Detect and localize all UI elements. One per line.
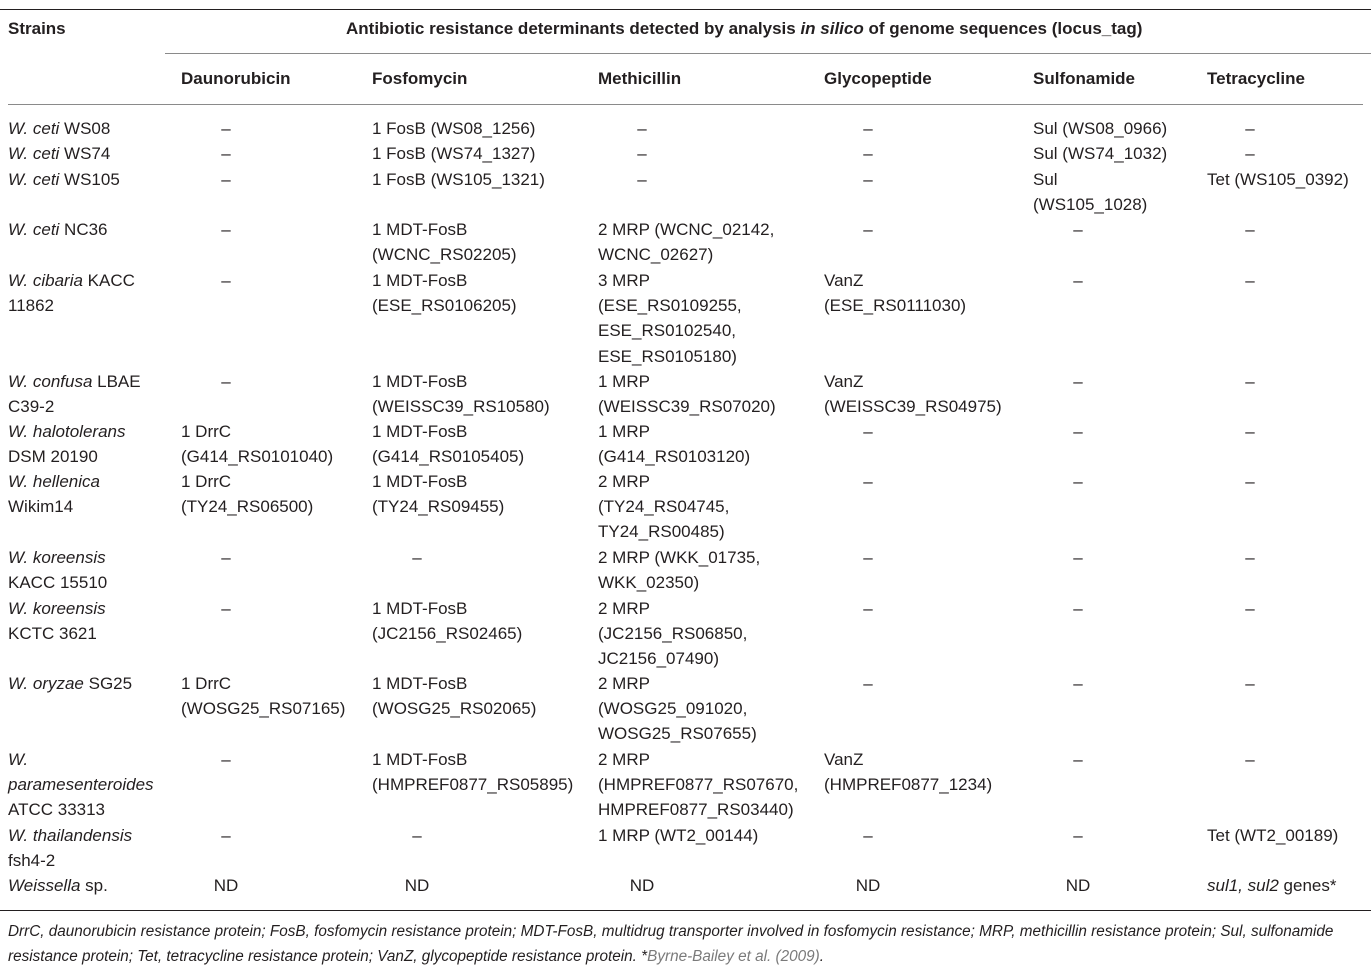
- data-cell: 2 MRP: [598, 599, 650, 618]
- data-cell: (HMPREF0877_RS07670,: [598, 775, 799, 795]
- top-rule: [0, 9, 1371, 10]
- data-cell: Tet (WT2_00189): [1207, 826, 1339, 845]
- data-cell: (HMPREF0877_1234): [824, 775, 993, 795]
- data-cell: –: [637, 119, 647, 138]
- data-cell: (JC2156_RS06850,: [598, 624, 748, 644]
- data-cell: –: [1245, 144, 1255, 163]
- strain-cell: Weissella sp.: [8, 876, 108, 895]
- data-cell: 1 FosB (WS105_1321): [372, 170, 545, 189]
- data-cell: 2 MRP: [598, 674, 650, 693]
- data-cell: –: [863, 119, 873, 138]
- data-cell: ND: [629, 876, 655, 895]
- spanner-rule: [165, 53, 1371, 54]
- data-cell: HMPREF0877_RS03440): [598, 800, 794, 820]
- data-cell: –: [221, 119, 231, 138]
- data-cell: –: [863, 472, 873, 491]
- data-cell: –: [863, 170, 873, 189]
- col-header-daunorubicin: Daunorubicin: [181, 69, 291, 88]
- data-cell: –: [863, 599, 873, 618]
- data-cell: –: [1245, 548, 1255, 567]
- data-cell: –: [863, 422, 873, 441]
- data-cell: (WEISSC39_RS07020): [598, 397, 776, 417]
- data-cell: –: [412, 826, 422, 845]
- data-cell: (G414_RS0105405): [372, 447, 525, 467]
- data-cell: ND: [404, 876, 430, 895]
- data-cell: WOSG25_RS07655): [598, 724, 757, 744]
- data-cell: 1 MDT-FosB: [372, 220, 468, 239]
- data-cell: –: [1073, 599, 1083, 618]
- data-cell: 1 MRP: [598, 372, 650, 391]
- data-cell: (WOSG25_RS07165): [181, 699, 346, 719]
- data-cell: –: [1073, 674, 1083, 693]
- data-cell: 1 DrrC: [181, 422, 232, 441]
- data-cell: –: [863, 548, 873, 567]
- data-cell: –: [1073, 472, 1083, 491]
- data-cell: –: [1245, 220, 1255, 239]
- data-cell: ND: [855, 876, 881, 895]
- data-cell: WKK_02350): [598, 573, 700, 593]
- data-cell: –: [1073, 422, 1083, 441]
- data-cell: –: [1245, 750, 1255, 769]
- data-cell: 1 DrrC: [181, 674, 232, 693]
- strain-cell: W. ceti WS74: [8, 144, 111, 163]
- data-cell: –: [863, 220, 873, 239]
- data-cell: –: [1073, 271, 1083, 290]
- strain-cell: W. halotolerans DSM 20190: [8, 422, 126, 467]
- data-cell: (ESE_RS0109255,: [598, 296, 742, 316]
- bottom-rule: [0, 910, 1371, 911]
- data-cell: (ESE_RS0106205): [372, 296, 517, 316]
- data-cell: –: [1073, 750, 1083, 769]
- strain-cell: W. koreensis KCTC 3621: [8, 599, 106, 644]
- data-cell: 1 FosB (WS74_1327): [372, 144, 536, 163]
- data-cell: (ESE_RS0111030): [824, 296, 967, 316]
- data-cell: –: [412, 548, 422, 567]
- data-cell: –: [1245, 372, 1255, 391]
- col-header-glycopeptide: Glycopeptide: [824, 69, 932, 88]
- data-cell: –: [1245, 674, 1255, 693]
- strain-cell: W. ceti WS08: [8, 119, 111, 138]
- data-cell: 3 MRP: [598, 271, 650, 290]
- data-cell: 2 MRP (WCNC_02142,: [598, 220, 775, 239]
- footnote: DrrC, daunorubicin resistance protein; FosB, fosfomycin resistance protein; MDT-FosB, multidrug transporter involved in fosfomycin resistance; MRP, methicillin resistance protein; Sul, sulfonamide resistance protein; Tet, tetracycline resistance protein; VanZ, glycopeptide resistance protein. *Byrne-Bailey et al. (2009).: [8, 923, 1334, 965]
- data-cell: –: [221, 220, 231, 239]
- data-cell: (WOSG25_091020,: [598, 699, 748, 719]
- data-cell: –: [1245, 271, 1255, 290]
- data-cell: VanZ: [824, 271, 864, 290]
- data-cell: (TY24_RS06500): [181, 497, 314, 517]
- data-cell: –: [221, 170, 231, 189]
- strains-header: Strains: [8, 19, 66, 38]
- data-cell: (JC2156_RS02465): [372, 624, 523, 644]
- data-cell: 1 MDT-FosB: [372, 372, 468, 391]
- data-cell: Sul (WS74_1032): [1033, 144, 1168, 163]
- data-cell: (HMPREF0877_RS05895): [372, 775, 574, 795]
- data-cell: –: [1245, 422, 1255, 441]
- data-cell: JC2156_07490): [598, 649, 719, 669]
- strain-cell: W. thailandensis fsh4-2: [8, 826, 133, 871]
- col-header-sulfonamide: Sulfonamide: [1033, 69, 1136, 88]
- strain-cell: W. oryzae SG25: [8, 674, 133, 693]
- spanner-header: Antibiotic resistance determinants detected by analysis in silico of genome sequences (locus_tag): [346, 19, 1143, 38]
- col-header-tetracycline: Tetracycline: [1207, 69, 1305, 88]
- data-cell: –: [221, 599, 231, 618]
- data-cell: 1 MDT-FosB: [372, 271, 468, 290]
- data-cell: –: [1073, 826, 1083, 845]
- data-cell: ESE_RS0105180): [598, 346, 737, 366]
- data-cell: –: [637, 170, 647, 189]
- data-cell: (WEISSC39_RS10580): [372, 397, 550, 417]
- data-cell: 1 MRP: [598, 422, 650, 441]
- data-cell: 1 MDT-FosB: [372, 599, 468, 618]
- data-cell: (G414_RS0103120): [598, 447, 751, 467]
- strain-cell: W. cibaria KACC 11862: [8, 271, 135, 316]
- data-cell: –: [1073, 548, 1083, 567]
- data-cell: VanZ: [824, 372, 864, 391]
- data-cell: Sul: [1033, 170, 1058, 189]
- strain-cell: W. paramesenteroides ATCC 33313: [8, 750, 154, 820]
- data-cell: –: [221, 750, 231, 769]
- data-cell: (WOSG25_RS02065): [372, 699, 537, 719]
- data-cell: –: [863, 144, 873, 163]
- data-cell: sul1, sul2 genes*: [1207, 876, 1337, 895]
- data-cell: ND: [1065, 876, 1091, 895]
- data-cell: –: [863, 826, 873, 845]
- data-cell: –: [221, 826, 231, 845]
- data-cell: WCNC_02627): [598, 245, 714, 265]
- data-cell: –: [1245, 119, 1255, 138]
- data-cell: TY24_RS00485): [598, 522, 725, 542]
- data-cell: 2 MRP (WKK_01735,: [598, 548, 761, 567]
- data-cell: –: [221, 372, 231, 391]
- data-cell: –: [863, 674, 873, 693]
- data-cell: –: [1073, 220, 1083, 239]
- data-cell: 1 MDT-FosB: [372, 750, 468, 769]
- strain-cell: W. ceti NC36: [8, 220, 108, 239]
- data-cell: –: [221, 548, 231, 567]
- col-header-methicillin: Methicillin: [598, 69, 682, 88]
- data-cell: 1 MDT-FosB: [372, 472, 468, 491]
- header-rule: [8, 104, 1363, 105]
- data-cell: ESE_RS0102540,: [598, 321, 736, 341]
- data-cell: (TY24_RS09455): [372, 497, 505, 517]
- data-cell: –: [1245, 472, 1255, 491]
- data-cell: 1 MDT-FosB: [372, 422, 468, 441]
- data-cell: Sul (WS08_0966): [1033, 119, 1168, 138]
- data-cell: (WCNC_RS02205): [372, 245, 517, 265]
- data-cell: –: [637, 144, 647, 163]
- data-cell: (WEISSC39_RS04975): [824, 397, 1002, 417]
- col-header-fosfomycin: Fosfomycin: [372, 69, 468, 88]
- strain-cell: W. ceti WS105: [8, 170, 120, 189]
- data-cell: 1 DrrC: [181, 472, 232, 491]
- data-cell: (G414_RS0101040): [181, 447, 334, 467]
- strain-cell: W. koreensis KACC 15510: [8, 548, 108, 593]
- data-cell: –: [221, 144, 231, 163]
- data-cell: –: [1073, 372, 1083, 391]
- data-cell: 2 MRP: [598, 750, 650, 769]
- data-cell: (WS105_1028): [1033, 195, 1148, 215]
- data-cell: VanZ: [824, 750, 864, 769]
- data-cell: 1 MRP (WT2_00144): [598, 826, 759, 845]
- data-cell: –: [1245, 599, 1255, 618]
- data-cell: Tet (WS105_0392): [1207, 170, 1349, 189]
- data-cell: (TY24_RS04745,: [598, 497, 730, 517]
- data-cell: 1 MDT-FosB: [372, 674, 468, 693]
- strain-cell: W. hellenica Wikim14: [8, 472, 100, 517]
- data-cell: 1 FosB (WS08_1256): [372, 119, 536, 138]
- data-cell: 2 MRP: [598, 472, 650, 491]
- data-cell: ND: [213, 876, 239, 895]
- strain-cell: W. confusa LBAE C39-2: [8, 372, 141, 417]
- data-cell: –: [221, 271, 231, 290]
